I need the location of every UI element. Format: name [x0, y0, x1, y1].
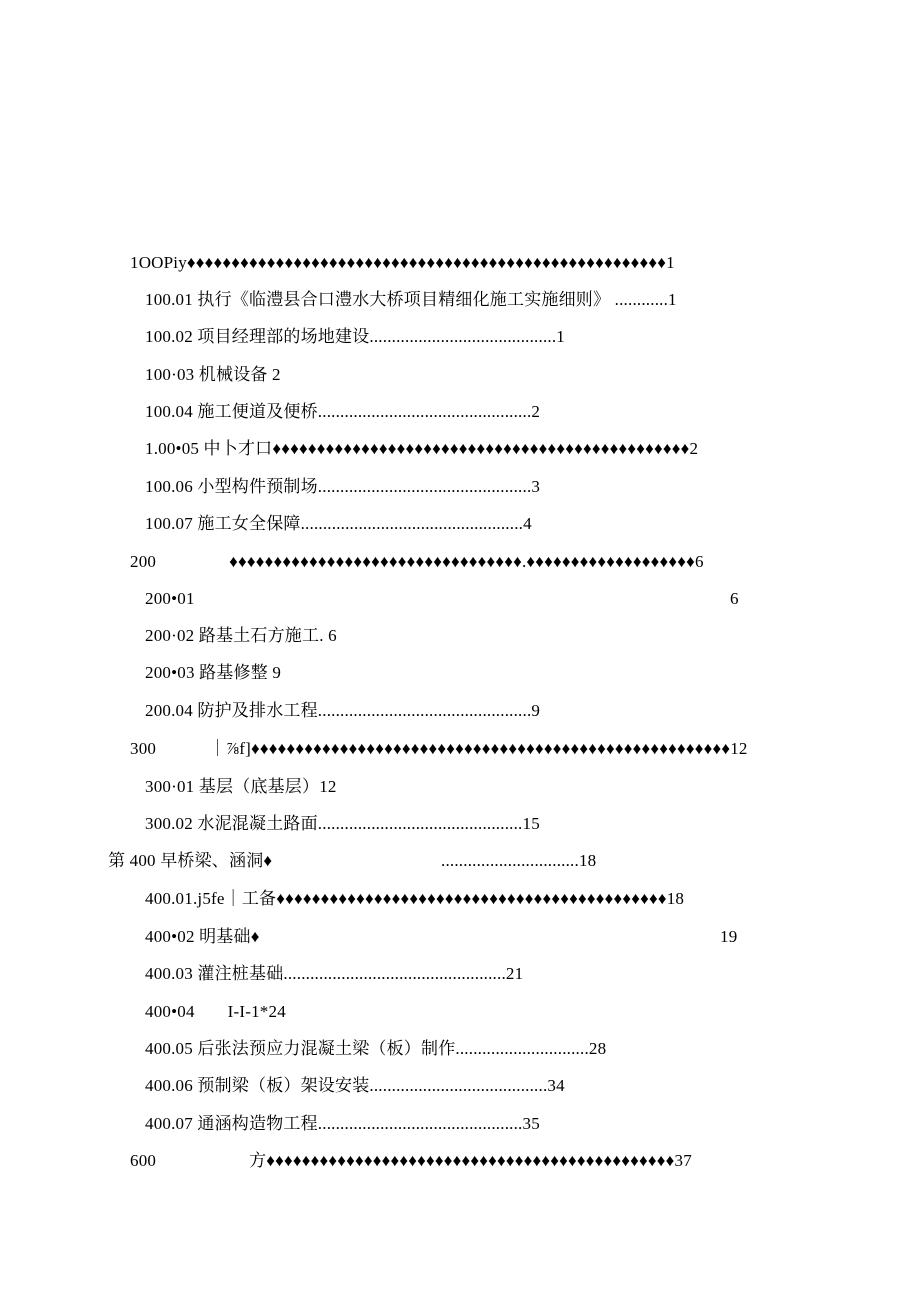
toc-entry-leader: ♦♦♦♦♦♦♦♦♦♦♦♦♦♦♦♦♦♦♦♦♦♦♦♦♦♦♦♦♦♦♦♦♦.♦♦♦♦♦♦♦♦♦♦♦♦♦♦♦♦♦♦♦6 [229, 552, 704, 571]
toc-entry-title: I-I-1*24 [227, 1002, 286, 1021]
toc-entry-300-01[interactable] [145, 776, 337, 798]
toc-entry-text: 400.07 通涵构造物工程..............................................35 [145, 1114, 540, 1133]
toc-entry-200-04[interactable] [145, 700, 540, 722]
toc-entry-leader: ...............................18 [441, 851, 597, 870]
toc-entry-400[interactable] [108, 850, 597, 872]
toc-entry-400-02[interactable] [145, 926, 738, 948]
toc-entry-100-02[interactable] [145, 326, 565, 348]
toc-entry-text: 300.02 水泥混凝土路面..............................................15 [145, 814, 540, 833]
toc-entry-text: 200•03 路基修整 9 [145, 663, 282, 682]
toc-entry-400-04[interactable] [145, 1001, 286, 1023]
toc-entry-200-01[interactable] [145, 588, 739, 610]
toc-entry-100-05[interactable] [145, 438, 698, 460]
toc-entry-400-03[interactable] [145, 963, 523, 985]
toc-entry-100-07[interactable] [145, 513, 532, 535]
toc-entry-100[interactable] [130, 252, 675, 274]
toc-entry-400-01[interactable] [145, 888, 684, 910]
toc-entry-text: 100.07 施工女全保障..................................................4 [145, 514, 532, 533]
toc-entry-100-01[interactable] [145, 289, 677, 311]
toc-entry-text: 1.00•05 中卜才口♦♦♦♦♦♦♦♦♦♦♦♦♦♦♦♦♦♦♦♦♦♦♦♦♦♦♦♦♦♦♦♦♦♦♦♦♦♦♦♦♦♦♦♦♦♦♦2 [145, 439, 699, 458]
toc-entry-100-06[interactable] [145, 476, 540, 498]
toc-entry-number: 300 [130, 739, 157, 758]
toc-entry-400-06[interactable] [145, 1075, 565, 1097]
toc-entry-leader: 方♦♦♦♦♦♦♦♦♦♦♦♦♦♦♦♦♦♦♦♦♦♦♦♦♦♦♦♦♦♦♦♦♦♦♦♦♦♦♦♦♦♦♦♦♦♦37 [249, 1151, 692, 1170]
toc-entry-number: 400•02 明基础♦ [145, 927, 260, 946]
toc-entry-400-05[interactable] [145, 1038, 606, 1060]
toc-entry-leader: ｜⅞f]♦♦♦♦♦♦♦♦♦♦♦♦♦♦♦♦♦♦♦♦♦♦♦♦♦♦♦♦♦♦♦♦♦♦♦♦♦♦♦♦♦♦♦♦♦♦♦♦♦♦♦♦♦♦12 [209, 739, 748, 758]
toc-entry-text: 100.01 执行《临澧县合口澧水大桥项目精细化施工实施细则》 ............1 [145, 290, 677, 309]
toc-entry-300[interactable] [130, 738, 748, 760]
toc-entry-text: 100·03 机械设备 2 [145, 365, 281, 384]
toc-entry-page: 19 [720, 927, 738, 946]
toc-entry-200-02[interactable] [145, 625, 337, 647]
toc-entry-page: 6 [730, 589, 739, 608]
toc-entry-number: 200•01 [145, 589, 195, 608]
toc-entry-number: 200 [130, 552, 157, 571]
toc-entry-300-02[interactable] [145, 813, 540, 835]
toc-entry-text: 400.03 灌注桩基础..................................................21 [145, 964, 524, 983]
toc-entry-text: 400.06 预制梁（板）架设安装........................................34 [145, 1076, 565, 1095]
toc-entry-number: 400•04 [145, 1002, 195, 1021]
toc-entry-text: 100.02 项目经理部的场地建设..........................................1 [145, 327, 565, 346]
toc-entry-200[interactable] [130, 551, 704, 573]
toc-entry-200-03[interactable] [145, 662, 281, 684]
toc-entry-400-07[interactable] [145, 1113, 540, 1135]
toc-entry-text: 1OOPiy♦♦♦♦♦♦♦♦♦♦♦♦♦♦♦♦♦♦♦♦♦♦♦♦♦♦♦♦♦♦♦♦♦♦♦♦♦♦♦♦♦♦♦♦♦♦♦♦♦♦♦♦♦♦1 [130, 253, 675, 272]
toc-entry-text: 100.04 施工便道及便桥................................................2 [145, 402, 541, 421]
toc-entry-100-04[interactable] [145, 401, 540, 423]
toc-entry-600[interactable] [130, 1150, 692, 1172]
toc-entry-number: 第 400 早桥梁、涵洞♦ [108, 851, 273, 870]
toc-entry-100-03[interactable] [145, 364, 281, 386]
toc-entry-text: 200·02 路基土石方施工. 6 [145, 626, 337, 645]
toc-entry-text: 300·01 基层（底基层）12 [145, 777, 337, 796]
toc-entry-text: 200.04 防护及排水工程................................................9 [145, 701, 541, 720]
toc-entry-number: 600 [130, 1151, 157, 1170]
toc-entry-text: 100.06 小型构件预制场................................................3 [145, 477, 541, 496]
toc-entry-text: 400.01.j5fe｜工备♦♦♦♦♦♦♦♦♦♦♦♦♦♦♦♦♦♦♦♦♦♦♦♦♦♦♦♦♦♦♦♦♦♦♦♦♦♦♦♦♦♦♦♦18 [145, 889, 685, 908]
toc-entry-text: 400.05 后张法预应力混凝土梁（板）制作..............................28 [145, 1039, 607, 1058]
